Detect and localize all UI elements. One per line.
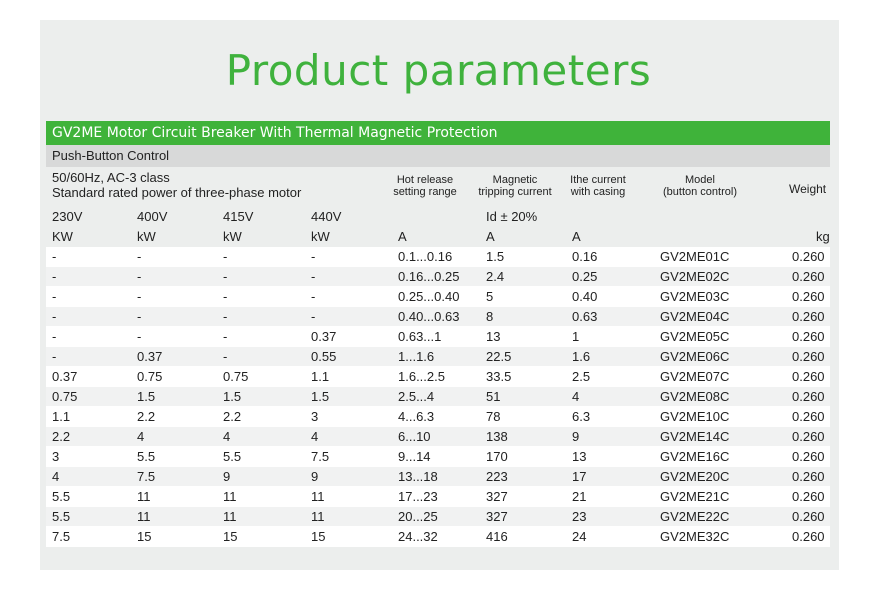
cell-kw-230: - [52, 349, 57, 364]
cell-ithe-current: 13 [572, 449, 587, 464]
cell-magnetic-tripping: 1.5 [486, 249, 505, 264]
cell-hot-release-range: 1...1.6 [398, 349, 435, 364]
cell-weight: 0.260 [792, 389, 825, 404]
unit-kw-415: kW [223, 229, 242, 244]
cell-weight: 0.260 [792, 529, 825, 544]
cell-ithe-current: 24 [572, 529, 587, 544]
cell-weight: 0.260 [792, 449, 825, 464]
table-row [46, 347, 830, 367]
cell-hot-release-range: 0.1...0.16 [398, 249, 453, 264]
cell-kw-440: 15 [311, 529, 326, 544]
cell-kw-440: 1.1 [311, 369, 330, 384]
cell-magnetic-tripping: 2.4 [486, 269, 505, 284]
table-row [46, 447, 830, 467]
cell-weight: 0.260 [792, 509, 825, 524]
cell-kw-400: 0.75 [137, 369, 163, 384]
weight-label: Weight [789, 182, 827, 196]
cell-kw-230: - [52, 309, 57, 324]
hot-release-label-1: Hot release [396, 174, 454, 186]
table-row [46, 287, 830, 307]
cell-magnetic-tripping: 78 [486, 409, 501, 424]
cell-kw-440: 0.37 [311, 329, 337, 344]
table-row [46, 247, 830, 267]
cell-magnetic-tripping: 5 [486, 289, 494, 304]
cell-magnetic-tripping: 33.5 [486, 369, 512, 384]
table-row [46, 327, 830, 347]
cell-model: GV2ME20C [660, 469, 730, 484]
subheader-bar: Push-Button Control [46, 145, 830, 167]
cell-magnetic-tripping: 138 [486, 429, 508, 444]
cell-model: GV2ME21C [660, 489, 730, 504]
cell-ithe-current: 1 [572, 329, 580, 344]
cell-magnetic-tripping: 170 [486, 449, 508, 464]
cell-weight: 0.260 [792, 329, 825, 344]
cell-weight: 0.260 [792, 409, 825, 424]
cell-weight: 0.260 [792, 349, 825, 364]
cell-ithe-current: 0.63 [572, 309, 598, 324]
cell-kw-400: 2.2 [137, 409, 156, 424]
cell-hot-release-range: 20...25 [398, 509, 438, 524]
cell-kw-400: 4 [137, 429, 145, 444]
cell-kw-400: 0.37 [137, 349, 163, 364]
unit-kw-440: kW [311, 229, 330, 244]
ithe-label-2: with casing [570, 186, 626, 198]
cell-ithe-current: 23 [572, 509, 587, 524]
cell-ithe-current: 9 [572, 429, 580, 444]
cell-kw-415: 2.2 [223, 409, 242, 424]
cell-magnetic-tripping: 327 [486, 489, 508, 504]
cell-kw-415: 11 [223, 509, 237, 524]
unit-kw-230: KW [52, 229, 73, 244]
table-row [46, 507, 830, 527]
cell-kw-400: 15 [137, 529, 152, 544]
cell-kw-415: - [223, 349, 228, 364]
cell-hot-release-range: 0.63...1 [398, 329, 442, 344]
voltage-230: 230V [52, 209, 83, 224]
unit-kg: kg [816, 229, 830, 244]
cell-weight: 0.260 [792, 369, 825, 384]
cell-hot-release-range: 13...18 [398, 469, 438, 484]
cell-kw-415: - [223, 329, 228, 344]
power-label: Standard rated power of three-phase motor [52, 185, 302, 200]
cell-kw-440: 9 [311, 469, 319, 484]
magnetic-label-1: Magnetic [492, 174, 538, 186]
cell-model: GV2ME06C [660, 349, 730, 364]
cell-model: GV2ME01C [660, 249, 730, 264]
voltage-400: 400V [137, 209, 168, 224]
cell-magnetic-tripping: 22.5 [486, 349, 512, 364]
cell-weight: 0.260 [792, 269, 825, 284]
cell-kw-230: 4 [52, 469, 60, 484]
cell-kw-440: - [311, 289, 316, 304]
cell-kw-400: 5.5 [137, 449, 156, 464]
cell-hot-release-range: 24...32 [398, 529, 438, 544]
cell-kw-440: 4 [311, 429, 319, 444]
table-row [46, 467, 830, 487]
model-label-2: (button control) [663, 186, 737, 198]
cell-kw-415: 1.5 [223, 389, 242, 404]
cell-kw-440: 7.5 [311, 449, 330, 464]
cell-hot-release-range: 2.5...4 [398, 389, 435, 404]
table-row [46, 487, 830, 507]
cell-hot-release-range: 0.16...0.25 [398, 269, 460, 284]
table-row [46, 387, 830, 407]
voltage-415: 415V [223, 209, 254, 224]
cell-kw-400: 11 [137, 509, 151, 524]
cell-kw-230: - [52, 269, 57, 284]
cell-kw-440: 11 [311, 509, 325, 524]
magnetic-label-2: tripping current [478, 186, 552, 198]
cell-model: GV2ME08C [660, 389, 730, 404]
cell-model: GV2ME32C [660, 529, 730, 544]
cell-weight: 0.260 [792, 469, 825, 484]
cell-magnetic-tripping: 327 [486, 509, 508, 524]
cell-kw-440: 11 [311, 489, 325, 504]
cell-weight: 0.260 [792, 429, 825, 444]
cell-weight: 0.260 [792, 289, 825, 304]
cell-kw-230: - [52, 329, 57, 344]
table-row [46, 407, 830, 427]
cell-kw-230: - [52, 249, 57, 264]
cell-kw-400: - [137, 309, 142, 324]
cell-ithe-current: 2.5 [572, 369, 591, 384]
cell-kw-415: 5.5 [223, 449, 242, 464]
cell-kw-415: 9 [223, 469, 231, 484]
cell-magnetic-tripping: 8 [486, 309, 494, 324]
hot-release-label-2: setting range [393, 186, 457, 198]
cell-ithe-current: 0.25 [572, 269, 598, 284]
cell-hot-release-range: 9...14 [398, 449, 431, 464]
cell-ithe-current: 4 [572, 389, 580, 404]
cell-kw-400: - [137, 289, 142, 304]
cell-kw-230: 1.1 [52, 409, 71, 424]
cell-kw-400: - [137, 269, 142, 284]
cell-ithe-current: 0.40 [572, 289, 598, 304]
table-row [46, 367, 830, 387]
cell-kw-230: 7.5 [52, 529, 71, 544]
cell-kw-230: 0.37 [52, 369, 78, 384]
cell-kw-415: 11 [223, 489, 237, 504]
table-row [46, 527, 830, 547]
cell-kw-400: - [137, 329, 142, 344]
table-row [46, 427, 830, 447]
cell-model: GV2ME16C [660, 449, 730, 464]
cell-kw-230: 5.5 [52, 509, 71, 524]
cell-kw-415: - [223, 249, 228, 264]
cell-magnetic-tripping: 51 [486, 389, 501, 404]
cell-kw-440: 0.55 [311, 349, 337, 364]
ithe-label-1: Ithe current [570, 174, 626, 186]
cell-kw-415: - [223, 309, 228, 324]
frequency-label: 50/60Hz, AC-3 class [52, 170, 170, 185]
cell-kw-230: 3 [52, 449, 60, 464]
cell-kw-440: 1.5 [311, 389, 330, 404]
cell-kw-400: - [137, 249, 142, 264]
cell-kw-415: 15 [223, 529, 238, 544]
cell-ithe-current: 17 [572, 469, 587, 484]
unit-a-hot: A [398, 229, 407, 244]
cell-model: GV2ME22C [660, 509, 730, 524]
cell-kw-440: - [311, 249, 316, 264]
cell-model: GV2ME02C [660, 269, 730, 284]
cell-kw-400: 7.5 [137, 469, 156, 484]
table-row [46, 307, 830, 327]
cell-hot-release-range: 17...23 [398, 489, 438, 504]
cell-ithe-current: 6.3 [572, 409, 591, 424]
voltage-440: 440V [311, 209, 342, 224]
page-title: Product parameters [225, 46, 652, 95]
unit-a-ithe: A [572, 229, 581, 244]
unit-kw-400: kW [137, 229, 156, 244]
cell-kw-400: 11 [137, 489, 151, 504]
unit-a-magnetic: A [486, 229, 495, 244]
cell-hot-release-range: 1.6...2.5 [398, 369, 445, 384]
cell-kw-230: 5.5 [52, 489, 71, 504]
cell-hot-release-range: 4...6.3 [398, 409, 435, 424]
cell-kw-400: 1.5 [137, 389, 156, 404]
cell-model: GV2ME14C [660, 429, 730, 444]
cell-model: GV2ME05C [660, 329, 730, 344]
cell-kw-440: - [311, 309, 316, 324]
cell-model: GV2ME04C [660, 309, 730, 324]
cell-kw-440: - [311, 269, 316, 284]
cell-kw-415: - [223, 289, 228, 304]
cell-ithe-current: 21 [572, 489, 587, 504]
table-row [46, 267, 830, 287]
cell-kw-230: 2.2 [52, 429, 71, 444]
cell-weight: 0.260 [792, 309, 825, 324]
cell-hot-release-range: 0.40...0.63 [398, 309, 460, 324]
cell-kw-440: 3 [311, 409, 319, 424]
cell-ithe-current: 0.16 [572, 249, 598, 264]
cell-hot-release-range: 6...10 [398, 429, 431, 444]
cell-kw-230: - [52, 289, 57, 304]
cell-kw-415: 4 [223, 429, 231, 444]
cell-model: GV2ME07C [660, 369, 730, 384]
cell-magnetic-tripping: 13 [486, 329, 501, 344]
cell-magnetic-tripping: 223 [486, 469, 508, 484]
cell-kw-415: 0.75 [223, 369, 249, 384]
id-tolerance: Id ± 20% [486, 209, 538, 224]
cell-magnetic-tripping: 416 [486, 529, 508, 544]
cell-ithe-current: 1.6 [572, 349, 591, 364]
cell-hot-release-range: 0.25...0.40 [398, 289, 460, 304]
cell-model: GV2ME03C [660, 289, 730, 304]
cell-model: GV2ME10C [660, 409, 730, 424]
product-banner: GV2ME Motor Circuit Breaker With Thermal Magnetic Protection [46, 121, 830, 145]
cell-weight: 0.260 [792, 249, 825, 264]
cell-weight: 0.260 [792, 489, 825, 504]
model-label-1: Model [685, 174, 715, 186]
cell-kw-230: 0.75 [52, 389, 78, 404]
cell-kw-415: - [223, 269, 228, 284]
